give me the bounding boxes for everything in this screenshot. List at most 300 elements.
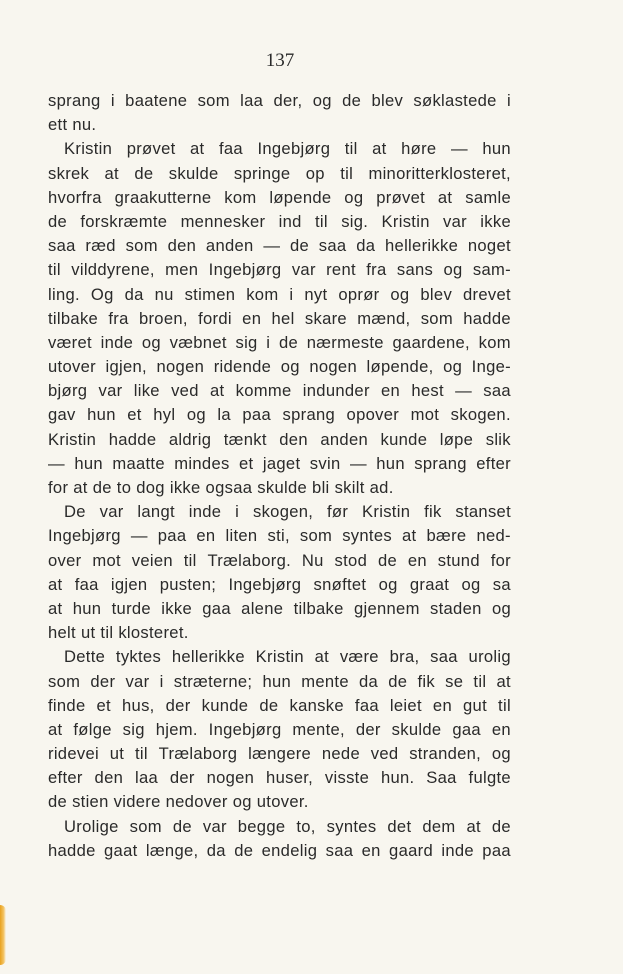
word: skogen, <box>252 502 314 522</box>
word: men <box>165 260 199 280</box>
word: at <box>437 187 453 207</box>
word: endelig <box>261 840 318 860</box>
word: sans <box>396 260 434 280</box>
word: de <box>289 236 310 256</box>
word: nærmeste <box>306 332 384 352</box>
word: nede <box>321 744 360 764</box>
word: hun <box>87 405 116 425</box>
word: baatene <box>125 91 188 110</box>
word: fordi <box>198 308 232 328</box>
word: to <box>116 478 132 497</box>
word: over <box>48 550 82 570</box>
text-line <box>48 234 511 258</box>
text-line <box>48 476 511 500</box>
word: og <box>378 574 398 594</box>
word: op <box>305 163 325 183</box>
word: saa <box>48 236 76 256</box>
word: stod <box>334 550 368 570</box>
word: de <box>377 550 398 570</box>
word: Ingebjørg <box>48 526 121 546</box>
word: Kristin <box>362 502 411 522</box>
word: visste <box>324 768 370 788</box>
word: som <box>129 816 162 836</box>
word: sprang <box>414 453 467 473</box>
page-number: 137 <box>265 50 295 71</box>
text-line <box>48 839 511 863</box>
word: hun <box>376 453 405 473</box>
word: ut <box>109 744 125 764</box>
word: turde <box>111 598 151 618</box>
word: anden <box>205 236 254 256</box>
word: paa <box>157 526 187 546</box>
word: rent <box>326 260 356 280</box>
word: en <box>381 381 401 401</box>
word: nedover <box>165 792 228 812</box>
word: var <box>202 816 227 836</box>
word: bli <box>312 478 330 497</box>
word: to, <box>296 816 316 836</box>
word: noget <box>467 236 511 256</box>
word: bra, <box>389 647 420 667</box>
word: var <box>99 502 124 522</box>
word: minoritterklosteret, <box>368 163 511 183</box>
word: nu. <box>72 115 97 135</box>
word: mot <box>92 550 121 570</box>
word: et <box>127 405 142 425</box>
word: hun <box>262 671 292 691</box>
text-line <box>48 718 511 742</box>
word: de <box>134 163 154 183</box>
word: — <box>48 453 65 473</box>
word: ned- <box>476 526 511 546</box>
word: tyktes <box>115 647 162 667</box>
word: de <box>92 478 112 497</box>
word: broen, <box>138 308 188 328</box>
word: at <box>48 574 63 594</box>
word: for <box>490 550 511 570</box>
word: hus, <box>122 695 155 715</box>
word: i <box>506 91 511 110</box>
word: hun <box>72 598 102 618</box>
text-line <box>48 645 511 669</box>
text-line <box>48 258 511 282</box>
word: i <box>110 91 115 110</box>
word: graat <box>409 574 450 594</box>
word: mente, <box>292 719 345 739</box>
word: Nu <box>301 550 324 570</box>
word: og <box>141 332 161 352</box>
word: søklastede <box>413 91 497 110</box>
word: ridevei <box>48 744 99 764</box>
word: gaard <box>389 840 433 860</box>
text-line <box>48 524 511 548</box>
word: var <box>291 260 316 280</box>
word: veien <box>131 550 173 570</box>
text-line <box>48 162 511 186</box>
word: ikke <box>480 211 511 231</box>
word: og <box>443 260 463 280</box>
word: komme <box>235 381 292 401</box>
word: hellerikke <box>385 236 459 256</box>
word: og <box>461 574 481 594</box>
word: blev <box>420 284 453 304</box>
word: en <box>196 526 216 546</box>
word: prøvet <box>376 187 426 207</box>
word: en <box>361 840 381 860</box>
word: Kristin <box>381 211 430 231</box>
word: en <box>491 719 511 739</box>
word: saa <box>325 840 354 860</box>
word: sprang <box>48 91 101 110</box>
word: en <box>432 695 452 715</box>
text-line <box>48 283 511 307</box>
word: længe, <box>145 840 199 860</box>
word: tilbake <box>48 308 99 328</box>
word: og <box>186 405 206 425</box>
word: det <box>387 816 412 836</box>
word: — <box>263 236 281 256</box>
word: den <box>279 429 308 449</box>
text-line <box>48 766 511 790</box>
word: aldrig <box>168 429 212 449</box>
word: — <box>130 526 148 546</box>
word: svin <box>309 453 341 473</box>
word: sam- <box>472 260 511 280</box>
word: Ingebjørg <box>257 139 331 159</box>
word: til <box>183 550 197 570</box>
text-line <box>48 815 511 839</box>
text-line <box>48 89 511 113</box>
word: ikke <box>161 598 192 618</box>
word: videre <box>113 792 161 812</box>
word: til <box>344 139 358 159</box>
word: snøftet <box>313 574 367 594</box>
word: ræd <box>85 236 116 256</box>
word: da <box>356 236 376 256</box>
word: saa <box>430 647 458 667</box>
word: helt <box>48 623 76 643</box>
word: faa <box>74 574 99 594</box>
word: efter <box>476 453 511 473</box>
word: hjem. <box>155 719 198 739</box>
word: springe <box>233 163 291 183</box>
word: de <box>388 671 408 691</box>
word: — <box>455 381 473 401</box>
text-line <box>48 186 511 210</box>
word: indunder <box>302 381 370 401</box>
word: Trælaborg <box>158 744 238 764</box>
word: Dette <box>64 647 106 667</box>
word: faa <box>354 695 379 715</box>
word: nogen <box>206 768 255 788</box>
word: der <box>165 695 191 715</box>
word: som <box>48 671 81 691</box>
word: like <box>133 381 160 401</box>
word: i <box>266 332 271 352</box>
word: blev <box>371 91 404 110</box>
word: pusten; <box>159 574 217 594</box>
word: som <box>197 91 230 110</box>
text-line <box>48 670 511 694</box>
word: bjørg <box>48 381 88 401</box>
word: saa <box>483 381 511 401</box>
word: som <box>299 526 333 546</box>
word: sa <box>492 574 511 594</box>
word: et <box>239 453 254 473</box>
word: slik <box>485 429 511 449</box>
word: utover <box>48 357 96 377</box>
word: maatte <box>112 453 165 473</box>
word: et <box>96 695 111 715</box>
word: til <box>100 623 114 643</box>
word: faa <box>218 139 243 159</box>
word: gaa <box>202 598 231 618</box>
word: finde <box>48 695 86 715</box>
word: Ingebjørg <box>208 719 282 739</box>
word: Saa <box>426 768 457 788</box>
word: længere <box>248 744 312 764</box>
text-line <box>48 573 511 597</box>
word: vilddyrene, <box>71 260 155 280</box>
word: skulde <box>257 478 308 497</box>
word: været <box>48 332 92 352</box>
word: se <box>445 671 464 691</box>
word: bære <box>426 526 467 546</box>
word: drevet <box>463 284 511 304</box>
word: gaa <box>452 719 481 739</box>
word: stund <box>437 550 480 570</box>
word: de <box>491 816 511 836</box>
word: nu <box>154 284 174 304</box>
word: som <box>420 308 453 328</box>
word: nogen <box>156 357 205 377</box>
text-line <box>48 500 511 524</box>
text-line <box>48 694 511 718</box>
word: stanset <box>455 502 511 522</box>
word: som <box>125 236 158 256</box>
text-line <box>48 597 511 621</box>
text-line <box>48 331 511 355</box>
word: liten <box>225 526 258 546</box>
word: stræterne; <box>173 671 253 691</box>
word: klosteret. <box>118 623 189 643</box>
word: være <box>339 647 379 667</box>
word: for <box>48 478 69 497</box>
word: fra <box>108 308 129 328</box>
text-line <box>48 452 511 476</box>
word: forskræmte <box>80 211 168 231</box>
word: der <box>169 768 195 788</box>
text-line <box>48 742 511 766</box>
word: ved <box>171 381 199 401</box>
word: gaardene, <box>392 332 470 352</box>
word: kunde <box>201 695 249 715</box>
word: der <box>90 671 116 691</box>
word: fulgte <box>468 768 511 788</box>
word: og <box>280 357 300 377</box>
word: løpende, <box>366 357 434 377</box>
word: en <box>407 550 427 570</box>
word: fra <box>366 260 387 280</box>
word: urolig <box>468 647 511 667</box>
word: utover. <box>256 792 309 812</box>
body-text <box>48 89 511 863</box>
word: og <box>443 357 463 377</box>
word: ind <box>278 211 302 231</box>
word: alene <box>241 598 284 618</box>
word: ikke <box>169 478 201 497</box>
word: stien <box>72 792 109 812</box>
word: hest <box>411 381 444 401</box>
word: — <box>450 139 468 159</box>
word: de <box>342 91 362 110</box>
text-line <box>48 307 511 331</box>
word: den <box>167 236 197 256</box>
word: og <box>491 598 511 618</box>
word: dog <box>136 478 165 497</box>
word: hel <box>271 308 295 328</box>
word: hun <box>482 139 511 159</box>
word: hadde <box>463 308 511 328</box>
word: ut <box>80 623 96 643</box>
word: ett <box>48 115 68 135</box>
word: igjen, <box>105 357 147 377</box>
word: hun <box>74 453 103 473</box>
word: leiet <box>389 695 422 715</box>
word: en <box>242 308 262 328</box>
word: Urolige <box>64 816 119 836</box>
word: da <box>206 840 226 860</box>
word: da <box>359 671 379 691</box>
word: gut <box>463 695 487 715</box>
word: ad. <box>369 478 394 497</box>
word: Kristin <box>255 647 304 667</box>
word: sig <box>235 332 258 352</box>
word: i <box>235 502 240 522</box>
word: inde <box>100 332 134 352</box>
word: der, <box>273 91 303 110</box>
word: langt <box>137 502 175 522</box>
word: la <box>217 405 231 425</box>
text-line <box>48 549 511 573</box>
word: mindes <box>174 453 230 473</box>
word: at <box>466 816 481 836</box>
word: og <box>232 792 252 812</box>
word: til <box>48 260 61 280</box>
text-line <box>48 137 511 161</box>
word: skogen. <box>450 405 511 425</box>
text-line <box>48 113 511 137</box>
word: Ingebjørg <box>228 574 302 594</box>
word: mente <box>301 671 349 691</box>
word: skulde <box>168 163 219 183</box>
word: gaat <box>104 840 138 860</box>
word: graakutterne <box>114 187 212 207</box>
word: kom <box>224 187 257 207</box>
word: jaget <box>262 453 301 473</box>
word: inde <box>188 502 222 522</box>
word: og <box>390 284 410 304</box>
word: stranden, <box>409 744 482 764</box>
word: staden <box>430 598 482 618</box>
word: Kristin <box>64 139 113 159</box>
word: Og <box>90 284 114 304</box>
word: igjen <box>110 574 148 594</box>
word: fik <box>424 502 442 522</box>
word: kanske <box>289 695 344 715</box>
word: var <box>443 211 467 231</box>
word: opover <box>346 405 400 425</box>
word: i <box>159 671 164 691</box>
word: var <box>125 671 150 691</box>
word: ridende <box>213 357 272 377</box>
text-line <box>48 790 511 814</box>
word: Ingebjørg <box>208 260 282 280</box>
word: huser, <box>266 768 314 788</box>
word: sti, <box>267 526 290 546</box>
word: samle <box>465 187 511 207</box>
word: der <box>355 719 381 739</box>
word: at <box>314 647 330 667</box>
word: mænd, <box>357 308 411 328</box>
word: syntes <box>342 526 392 546</box>
word: væbnet <box>169 332 227 352</box>
word: sig <box>122 719 145 739</box>
word: ling. <box>48 284 80 304</box>
word: at <box>402 526 417 546</box>
word: at <box>73 478 88 497</box>
word: at <box>190 139 205 159</box>
word: til <box>340 163 354 183</box>
word: sig. <box>341 211 369 231</box>
word: hadde <box>48 840 96 860</box>
word: nogen <box>309 357 357 377</box>
text-line <box>48 210 511 234</box>
word: hyl <box>153 405 176 425</box>
word: laa <box>240 91 264 110</box>
word: i <box>289 284 294 304</box>
word: kunde <box>380 429 428 449</box>
word: de <box>278 332 299 352</box>
word: ved <box>370 744 399 764</box>
word: paa <box>242 405 271 425</box>
word: paa <box>482 840 511 860</box>
text-line <box>48 355 511 379</box>
word: laa <box>134 768 159 788</box>
word: hun. <box>380 768 415 788</box>
word: løpende <box>269 187 332 207</box>
word: til <box>315 211 328 231</box>
word: efter <box>48 768 83 788</box>
word: begge <box>237 816 286 836</box>
word: følge <box>73 719 112 739</box>
text-line <box>48 379 511 403</box>
word: før <box>327 502 349 522</box>
word: at <box>209 381 225 401</box>
word: gav <box>48 405 76 425</box>
word: saa <box>318 236 347 256</box>
word: mennesker <box>180 211 266 231</box>
word: tænkt <box>223 429 267 449</box>
word: — <box>349 453 367 473</box>
word: de <box>172 816 192 836</box>
word: fik <box>417 671 435 691</box>
word: at <box>104 163 119 183</box>
word: var <box>98 381 123 401</box>
word: ogsaa <box>205 478 253 497</box>
word: prøvet <box>126 139 176 159</box>
word: den <box>94 768 124 788</box>
